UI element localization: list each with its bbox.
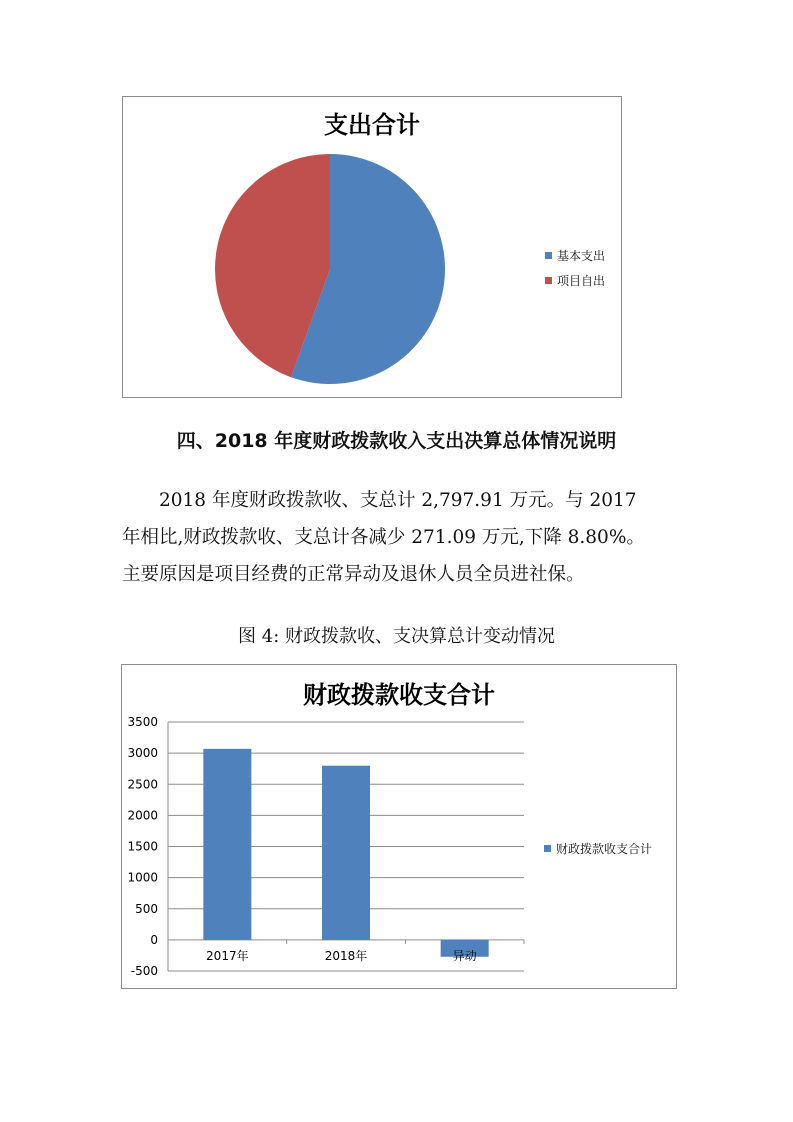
bar-chart-frame <box>121 664 677 989</box>
pie-chart-title: 支出合计 <box>324 111 420 139</box>
x-tick-label: 2017年 <box>206 948 249 963</box>
paragraph-line: 年相比,财政拨款收、支总计各减少 271.09 万元,下降 8.80%。 <box>122 527 645 548</box>
figure-caption: 图 4: 财政拨款收、支决算总计变动情况 <box>238 626 555 647</box>
bar <box>322 766 370 940</box>
y-tick-label: 500 <box>135 901 158 916</box>
pie-legend-label: 基本支出 <box>557 249 606 263</box>
legend-swatch <box>544 845 551 852</box>
y-tick-label: 2000 <box>127 808 158 823</box>
section-heading: 四、2018 年度财政拨款收入支出决算总体情况说明 <box>176 430 617 452</box>
x-tick-label: 2018年 <box>324 948 368 963</box>
legend-swatch <box>545 252 552 259</box>
legend-swatch <box>545 277 552 284</box>
x-tick-label: 异动 <box>452 948 477 963</box>
paragraph-line: 2018 年度财政拨款收、支总计 2,797.91 万元。与 2017 <box>159 490 637 511</box>
bar-legend <box>544 836 652 861</box>
paragraph-line: 主要原因是项目经费的正常异动及退休人员全员进社保。 <box>122 564 585 585</box>
y-tick-label: -500 <box>130 964 158 978</box>
pie-legend-label: 项目自出 <box>557 274 606 288</box>
y-tick-label: 3000 <box>127 746 158 761</box>
body-paragraph <box>122 482 677 593</box>
pie-legend-item <box>545 268 605 293</box>
pie-legend <box>545 243 605 293</box>
y-tick-label: 3500 <box>127 715 158 729</box>
bar <box>203 749 251 940</box>
bar-legend-label: 财政拨款收支合计 <box>556 842 653 856</box>
y-tick-label: 1000 <box>127 870 158 885</box>
pie-legend-item <box>545 243 605 268</box>
pie-chart-frame <box>122 96 622 398</box>
bar-chart-title: 财政拨款收支合计 <box>303 681 495 709</box>
y-tick-label: 2500 <box>127 777 158 792</box>
y-tick-label: 1500 <box>127 839 158 854</box>
bar-chart <box>122 665 676 988</box>
y-tick-label: 0 <box>150 932 158 947</box>
bar-legend-item <box>544 836 652 861</box>
